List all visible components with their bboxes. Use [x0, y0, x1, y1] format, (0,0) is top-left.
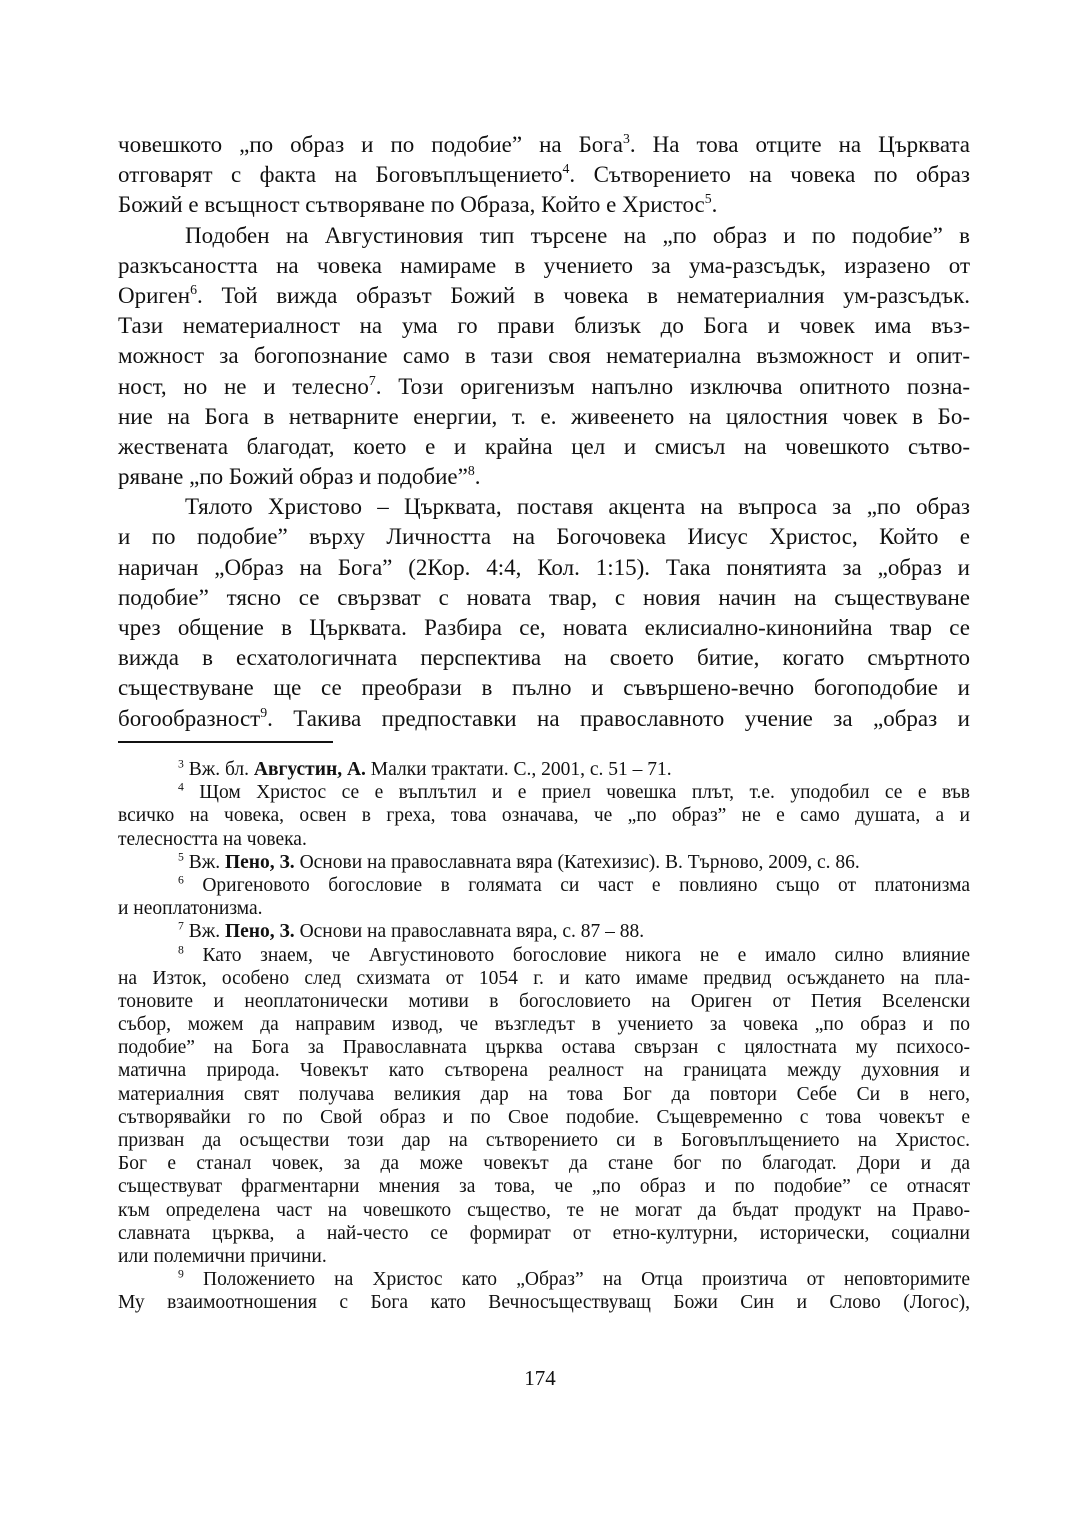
text-line — [118, 804, 970, 827]
text-segment: . — [711, 192, 718, 218]
text-line — [118, 704, 970, 734]
text-line — [118, 1059, 970, 1082]
text-segment: Оригеновото богословие в голямата си част е повлияно също от платонизма — [183, 874, 970, 896]
text-line — [118, 1106, 970, 1129]
footnote — [118, 1268, 970, 1314]
text-segment: матична природа. Човекът като сътворена реалност на границата между духовния и — [118, 1060, 970, 1082]
text-line — [118, 341, 970, 371]
text-segment: . Сътворението на човека по образ — [569, 162, 970, 188]
paragraph — [118, 221, 970, 493]
text-segment: чрез общение в Църквата. Разбира се, новата еклисиално-кинонийна твар се — [118, 615, 970, 640]
text-segment: Тялото Христово – Църквата, поставя акцента на въпроса за „по образ — [185, 494, 970, 520]
text-segment: Бог е станал човек, за да може човекът да стане бог по благодат. Дори и да — [118, 1153, 970, 1175]
text-segment: тоновите и неоплатонически мотиви в богословието на Ориген от Петия Вселенски — [118, 990, 970, 1012]
footnote-marker: 6 — [190, 281, 197, 297]
text-line — [118, 372, 970, 402]
text-line — [118, 1175, 970, 1198]
footnote-marker: 3 — [622, 131, 630, 147]
text-segment: Вж. бл. — [183, 759, 254, 780]
text-segment: или полемични причини. — [118, 1245, 327, 1267]
paragraph — [118, 492, 970, 734]
footnote-marker: 7 — [178, 919, 184, 933]
text-line — [118, 1291, 970, 1314]
text-line — [118, 828, 970, 851]
footnote — [118, 851, 970, 874]
footnote-separator — [118, 741, 333, 743]
text-segment: материалния свят получава великия дар на това Бог да повтори Себе Си в него, — [118, 1083, 970, 1105]
text-segment: жествената благодат, което е и крайна цел и смисъл на човешкото сътво- — [118, 433, 970, 459]
text-segment: съществуване ще се преобрази в пълно и съвършено-вечно богоподобие и — [118, 675, 970, 701]
page-number: 174 — [524, 1366, 556, 1390]
text-segment: Ориген — [118, 282, 191, 308]
text-segment: всичко на човека, освен в греха, това означава, че „по образ” не е само душата, а и — [118, 805, 970, 827]
text-line — [118, 1245, 970, 1268]
text-segment: ност, но не и телесно — [118, 373, 369, 399]
author-name: Пено, З. — [224, 851, 295, 873]
text-segment: богообразност — [118, 705, 261, 731]
text-segment: призван да осъществи този дар на сътворението си в Боговъплъщението на Христос. — [118, 1130, 970, 1151]
text-segment: Основи на православната вяра, с. 87 – 88. — [294, 921, 645, 943]
footnote — [118, 874, 970, 920]
text-line — [118, 1129, 970, 1152]
text-line — [118, 1199, 970, 1222]
text-segment: Тази нематериалност на ума го прави близък до Бога и човек има въз- — [118, 313, 970, 339]
text-line — [118, 781, 970, 804]
text-segment: Щом Христос се е въплътил и е приел човешка плът, т.е. уподобил се е във — [183, 782, 970, 804]
text-segment: славната църква, а най-често се формират от етно-културни, исторически, социални — [118, 1222, 970, 1244]
text-segment: . Този оригенизъм напълно изключва опитното позна- — [375, 373, 970, 399]
text-segment: ние на Бога в нетварните енергии, т. е. живеенето на цялостния човек в Бо- — [118, 403, 970, 429]
text-segment: подобие” тясно се свързват с новата твар, с новия начин на съществуване — [118, 584, 970, 610]
footnote-marker: 5 — [704, 191, 712, 207]
text-segment: Малки трактати. С., 2001, с. 51 – 71. — [365, 759, 672, 780]
text-line — [118, 190, 970, 220]
text-segment: . На това отците на Църквата — [629, 132, 970, 157]
text-segment: човешкото „по образ и по подобие” на Бога — [118, 132, 623, 157]
text-segment: Подобен на Августиновия тип търсене на „по образ и по подобие” в — [185, 222, 970, 248]
footnote-marker: 5 — [178, 850, 184, 864]
text-segment: на Изток, особено след схизмата от 1054 г. и като имаме предвид осъждането на пла- — [118, 967, 970, 989]
footnote-marker: 9 — [178, 1267, 184, 1281]
text-line — [118, 583, 970, 613]
footnote-marker: 6 — [178, 873, 184, 887]
text-line — [118, 462, 970, 492]
footnote — [118, 781, 970, 851]
text-line — [118, 920, 970, 943]
text-line — [118, 897, 970, 920]
text-segment: ряване „по Божий образ и подобие” — [118, 464, 468, 490]
text-segment: към определена част на човешкото същество, те не могат да бъдат продукт на Право- — [118, 1199, 970, 1221]
text-segment: Като знаем, че Августиновото богословие никога не е имало силно влияние — [183, 944, 970, 966]
text-segment: събор, можем да направим извод, че възгледът в учението за човека „по образ и по — [118, 1014, 970, 1036]
author-name: Пено, З. — [224, 921, 295, 943]
text-segment: Вж. — [183, 921, 225, 943]
text-segment: наричан „Образ на Бога” (2Кор. 4:4, Кол. 1:15). Така понятията за „образ и — [118, 554, 970, 580]
text-segment: вижда в есхатологичната перспектива на своето битие, когато смъртното — [118, 645, 970, 671]
footnote-marker: 7 — [368, 372, 376, 388]
text-line — [118, 221, 970, 251]
text-line — [118, 251, 970, 281]
body-text — [118, 130, 970, 734]
text-line — [118, 492, 970, 522]
text-segment: сътворявайки го по Свой образ и по Свое подобие. Същевременно с това човекът е — [118, 1106, 970, 1128]
footnote-marker: 4 — [562, 161, 570, 177]
text-line — [118, 758, 970, 781]
text-segment: . Той вижда образът Божий в човека в нематериалния ум-разсъдък. — [196, 282, 970, 308]
text-line — [118, 613, 970, 643]
text-line — [118, 1152, 970, 1175]
text-segment: Вж. — [183, 851, 225, 873]
text-line — [118, 1222, 970, 1245]
text-segment: подобие” на Бога за Православната църква остава свързан с цялостната му психосо- — [118, 1037, 970, 1059]
text-segment: и неоплатонизма. — [118, 898, 263, 920]
text-line — [118, 130, 970, 160]
footnote-marker: 8 — [178, 942, 184, 956]
footnote — [118, 920, 970, 943]
footnote-marker: 3 — [178, 757, 184, 771]
text-segment: . — [474, 464, 481, 490]
text-segment: телесността на човека. — [118, 828, 307, 850]
text-segment: съществуват фрагментарни мнения за това, че „по образ и по подобие” се отнасят — [118, 1176, 970, 1198]
text-line — [118, 522, 970, 552]
text-segment: отговарят с факта на Боговъплъщението — [118, 162, 563, 188]
footnote-marker: 8 — [467, 463, 475, 479]
text-line — [118, 432, 970, 462]
text-segment: . Такива предпоставки на православното учение за „образ и — [267, 705, 970, 731]
text-segment: Положението на Христос като „Образ” на Отца произтича от неповторимите — [183, 1269, 970, 1291]
text-line — [118, 553, 970, 583]
text-line — [118, 851, 970, 874]
text-line — [118, 160, 970, 190]
text-segment: Основи на православната вяра (Катехизис). В. Търново, 2009, с. 86. — [294, 851, 860, 873]
text-line — [118, 673, 970, 703]
text-segment: разкъсаността на човека намираме в учението за ума-разсъдък, изразено от — [118, 252, 970, 278]
paragraph — [118, 130, 970, 221]
text-segment: можност за богопознание само в тази своя нематериална възможност и опит- — [118, 343, 970, 369]
footnote-marker: 9 — [260, 704, 268, 720]
text-line — [118, 643, 970, 673]
text-line — [118, 1268, 970, 1291]
text-line — [118, 311, 970, 341]
footnotes — [118, 758, 970, 1315]
author-name: Августин, А. — [253, 759, 366, 780]
text-line — [118, 1036, 970, 1059]
text-line — [118, 1013, 970, 1036]
text-line — [118, 967, 970, 990]
footnote — [118, 758, 970, 781]
text-line — [118, 1083, 970, 1106]
footnote — [118, 944, 970, 1269]
text-segment: Божий е всъщност сътворяване по Образа, Който е Христос — [118, 192, 705, 218]
footnote-marker: 4 — [178, 780, 184, 794]
text-line — [118, 990, 970, 1013]
text-segment: и по подобие” върху Личността на Богочовека Иисус Христос, Който е — [118, 524, 970, 550]
text-segment: Му взаимоотношения с Бога като Вечносъществуващ Божи Син и Слово (Логос), — [118, 1292, 970, 1314]
text-line — [118, 874, 970, 897]
text-line — [118, 944, 970, 967]
text-line — [118, 281, 970, 311]
text-line — [118, 402, 970, 432]
